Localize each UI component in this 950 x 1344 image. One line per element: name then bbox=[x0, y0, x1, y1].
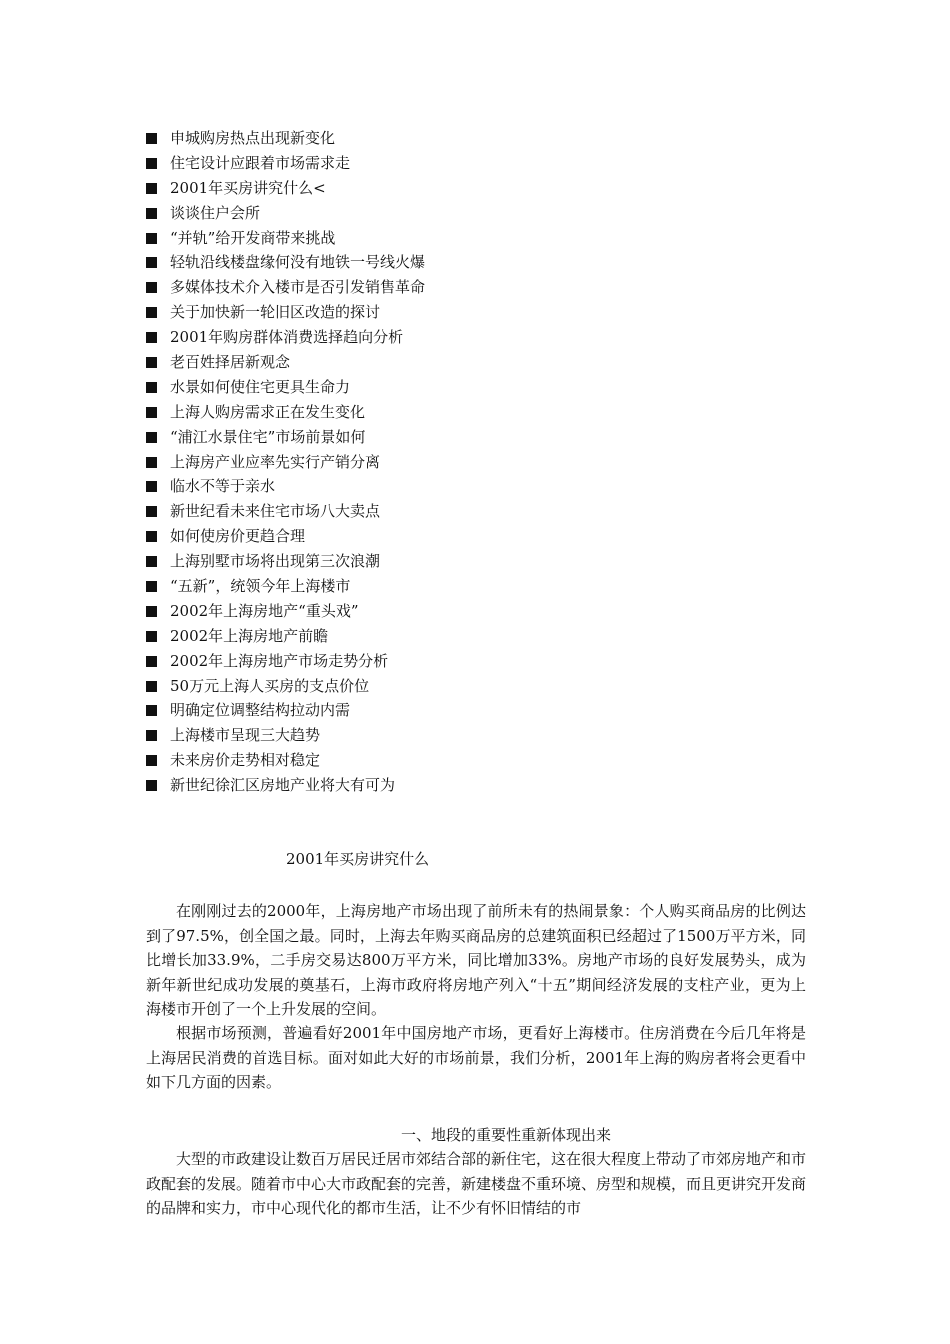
list-item-text: 住宅设计应跟着市场需求走 bbox=[170, 153, 351, 172]
list-item bbox=[146, 201, 806, 226]
list-item bbox=[146, 624, 806, 649]
list-item-text: 临水不等于亲水 bbox=[170, 477, 276, 496]
list-item bbox=[146, 773, 806, 798]
list-item-text: 2001年买房讲究什么< bbox=[170, 178, 326, 197]
list-item bbox=[146, 474, 806, 499]
list-item bbox=[146, 400, 806, 425]
list-item-text: 如何使房价更趋合理 bbox=[170, 527, 306, 546]
list-item bbox=[146, 723, 806, 748]
list-item bbox=[146, 350, 806, 375]
black-square-icon bbox=[146, 681, 157, 692]
black-square-icon bbox=[146, 730, 157, 741]
black-square-icon bbox=[146, 506, 157, 517]
black-square-icon bbox=[146, 257, 157, 268]
body-paragraph: 在刚刚过去的2000年，上海房地产市场出现了前所未有的热闹景象：个人购买商品房的比例达到了97.5%，创全国之最。同时，上海去年购买商品房的总建筑面积已经超过了1500万平方米，同比增长加33.9%，二手房交易达800万平方米，同比增加33%。房地产市场的良好发展势头，成为新年新世纪成功发展的奠基石，上海市政府将房地产列入“十五”期间经济发展的支柱产业，更为上海楼市开创了一个上升发展的空间。 bbox=[146, 902, 806, 1018]
black-square-icon bbox=[146, 631, 157, 642]
black-square-icon bbox=[146, 755, 157, 766]
black-square-icon bbox=[146, 432, 157, 443]
list-item-text: 2002年上海房地产前瞻 bbox=[170, 626, 329, 645]
article-list bbox=[146, 126, 806, 798]
black-square-icon bbox=[146, 357, 157, 368]
black-square-icon bbox=[146, 332, 157, 343]
article-title: 2001年买房讲究什么 bbox=[286, 850, 430, 868]
list-item bbox=[146, 226, 806, 251]
list-item bbox=[146, 599, 806, 624]
list-item-text: 谈谈住户会所 bbox=[170, 203, 261, 222]
black-square-icon bbox=[146, 705, 157, 716]
list-item-text: 上海别墅市场将出现第三次浪潮 bbox=[170, 552, 381, 571]
list-item bbox=[146, 674, 806, 699]
black-square-icon bbox=[146, 233, 157, 244]
list-item bbox=[146, 126, 806, 151]
list-item bbox=[146, 425, 806, 450]
black-square-icon bbox=[146, 282, 157, 293]
list-item bbox=[146, 375, 806, 400]
black-square-icon bbox=[146, 780, 157, 791]
black-square-icon bbox=[146, 457, 157, 468]
list-item bbox=[146, 698, 806, 723]
black-square-icon bbox=[146, 531, 157, 542]
black-square-icon bbox=[146, 407, 157, 418]
list-item bbox=[146, 450, 806, 475]
list-item bbox=[146, 275, 806, 300]
list-item-text: “五新”，统领今年上海楼市 bbox=[170, 577, 351, 596]
list-item-text: “并轨”给开发商带来挑战 bbox=[170, 228, 336, 247]
list-item-text: 水景如何使住宅更具生命力 bbox=[170, 377, 351, 396]
list-item bbox=[146, 524, 806, 549]
list-item bbox=[146, 549, 806, 574]
black-square-icon bbox=[146, 183, 157, 194]
section-heading: 一、地段的重要性重新体现出来 bbox=[400, 1126, 611, 1144]
list-item-text: 轻轨沿线楼盘缘何没有地铁一号线火爆 bbox=[170, 253, 426, 272]
black-square-icon bbox=[146, 382, 157, 393]
list-item-text: “浦江水景住宅”市场前景如何 bbox=[170, 427, 366, 446]
list-item bbox=[146, 325, 806, 350]
list-item-text: 上海房产业应率先实行产销分离 bbox=[170, 452, 381, 471]
list-item bbox=[146, 748, 806, 773]
list-item-text: 多媒体技术介入楼市是否引发销售革命 bbox=[170, 278, 426, 297]
black-square-icon bbox=[146, 307, 157, 318]
black-square-icon bbox=[146, 606, 157, 617]
list-item-text: 未来房价走势相对稳定 bbox=[170, 751, 321, 770]
list-item-text: 2002年上海房地产市场走势分析 bbox=[170, 651, 389, 670]
black-square-icon bbox=[146, 133, 157, 144]
list-item-text: 新世纪徐汇区房地产业将大有可为 bbox=[170, 776, 396, 795]
body-paragraph: 大型的市政建设让数百万居民迁居市郊结合部的新住宅，这在很大程度上带动了市郊房地产和市政配套的发展。随着市中心大市政配套的完善，新建楼盘不重环境、房型和规模，而且更讲究开发商的品牌和实力，市中心现代化的都市生活，让不少有怀旧情结的市 bbox=[146, 1150, 806, 1217]
black-square-icon bbox=[146, 208, 157, 219]
black-square-icon bbox=[146, 481, 157, 492]
body-paragraph: 根据市场预测，普遍看好2001年中国房地产市场，更看好上海楼市。住房消费在今后几年将是上海居民消费的首选目标。面对如此大好的市场前景，我们分析，2001年上海的购房者将会更看中如下几方面的因素。 bbox=[146, 1024, 806, 1091]
list-item-text: 新世纪看未来住宅市场八大卖点 bbox=[170, 502, 381, 521]
list-item-text: 关于加快新一轮旧区改造的探讨 bbox=[170, 303, 381, 322]
list-item bbox=[146, 176, 806, 201]
black-square-icon bbox=[146, 581, 157, 592]
list-item-text: 上海楼市呈现三大趋势 bbox=[170, 726, 321, 745]
list-item-text: 2001年购房群体消费选择趋向分析 bbox=[170, 328, 404, 347]
list-item bbox=[146, 649, 806, 674]
list-item-text: 明确定位调整结构拉动内需 bbox=[170, 701, 351, 720]
list-item bbox=[146, 300, 806, 325]
list-item-text: 上海人购房需求正在发生变化 bbox=[170, 402, 366, 421]
list-item-text: 老百姓择居新观念 bbox=[170, 353, 291, 372]
list-item bbox=[146, 499, 806, 524]
list-item-text: 申城购房热点出现新变化 bbox=[170, 129, 336, 147]
black-square-icon bbox=[146, 158, 157, 169]
list-item-text: 2002年上海房地产“重头戏” bbox=[170, 601, 359, 620]
list-item bbox=[146, 574, 806, 599]
black-square-icon bbox=[146, 656, 157, 667]
black-square-icon bbox=[146, 556, 157, 567]
list-item-text: 50万元上海人买房的支点价位 bbox=[170, 676, 370, 695]
list-item bbox=[146, 250, 806, 275]
list-item bbox=[146, 151, 806, 176]
